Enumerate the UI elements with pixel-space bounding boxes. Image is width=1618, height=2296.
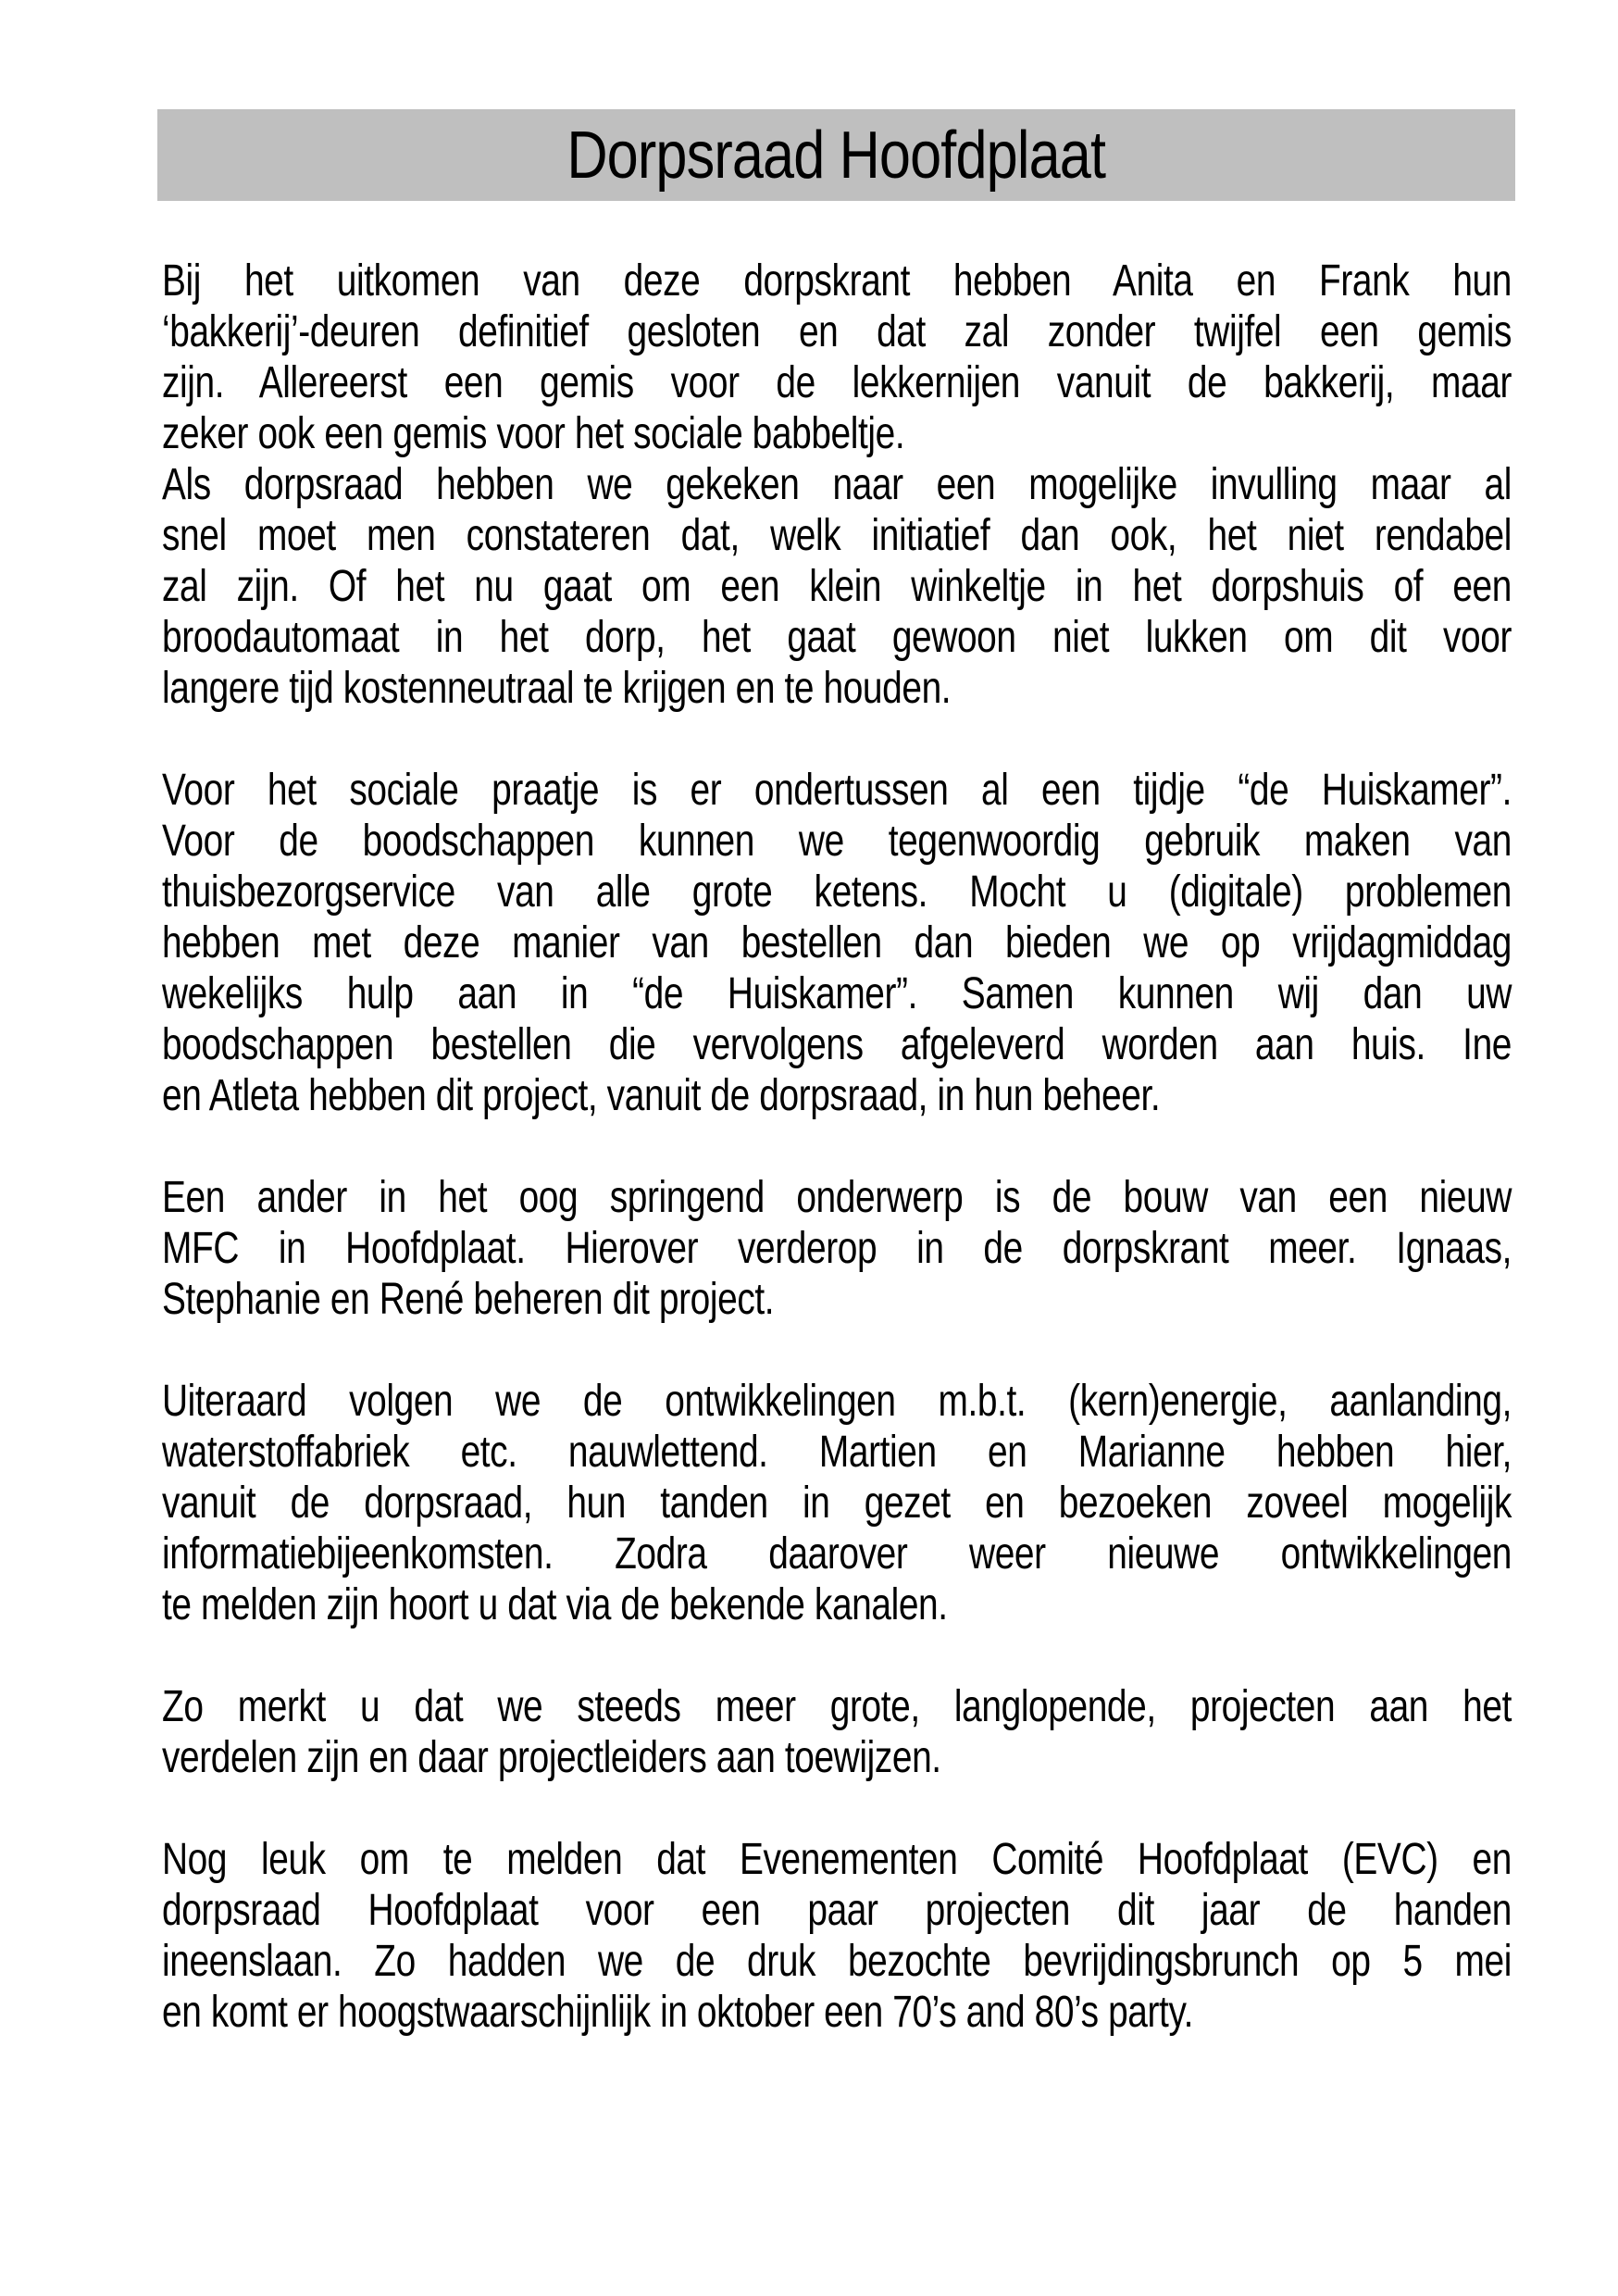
paragraph: [162, 1681, 1512, 1783]
text-line: ‘bakkerij’-deuren definitief gesloten en dat zal zonder twijfel een gemis: [162, 307, 1512, 356]
text-line: hebben met deze manier van bestellen dan bieden we op vrijdagmiddag: [162, 918, 1512, 967]
text-line: zeker ook een gemis voor het sociale babbeltje.: [162, 409, 905, 458]
text-line: langere tijd kostenneutraal te krijgen en te houden.: [162, 664, 952, 713]
text-line: verdelen zijn en daar projectleiders aan toewijzen.: [162, 1733, 941, 1782]
text-line: boodschappen bestellen die vervolgens afgeleverd worden aan huis. Ine: [162, 1020, 1512, 1069]
text-line: dorpsraad Hoofdplaat voor een paar projecten dit jaar de handen: [162, 1886, 1512, 1935]
text-line: zal zijn. Of het nu gaat om een klein winkeltje in het dorpshuis of een: [162, 562, 1512, 611]
title-banner: [157, 109, 1515, 201]
text-line: Een ander in het oog springend onderwerp is de bouw van een nieuw: [162, 1173, 1512, 1222]
paragraph: [162, 1172, 1512, 1325]
text-line: Voor de boodschappen kunnen we tegenwoordig gebruik maken van: [162, 817, 1512, 866]
text-line: wekelijks hulp aan in “de Huiskamer”. Samen kunnen wij dan uw: [162, 969, 1512, 1018]
text-line: Voor het sociale praatje is er ondertussen al een tijdje “de Huiskamer”.: [162, 766, 1512, 815]
paragraph: [162, 765, 1512, 1121]
text-line: snel moet men constateren dat, welk initiatief dan ook, het niet rendabel: [162, 511, 1512, 560]
text-line: Bij het uitkomen van deze dorpskrant hebben Anita en Frank hun: [162, 256, 1512, 306]
text-line: MFC in Hoofdplaat. Hierover verderop in de dorpskrant meer. Ignaas,: [162, 1224, 1512, 1273]
text-line: en Atleta hebben dit project, vanuit de dorpsraad, in hun beheer.: [162, 1071, 1161, 1120]
paragraph: [162, 1376, 1512, 1630]
text-line: en komt er hoogstwaarschijnlijk in oktober een 70’s and 80’s party.: [162, 1988, 1194, 2037]
text-line: vanuit de dorpsraad, hun tanden in gezet en bezoeken zoveel mogelijk: [162, 1479, 1512, 1528]
text-line: Zo merkt u dat we steeds meer grote, langlopende, projecten aan het: [162, 1682, 1512, 1731]
text-line: thuisbezorgservice van alle grote ketens. Mocht u (digitale) problemen: [162, 867, 1512, 917]
paragraph: [162, 1834, 1512, 2038]
text-line: Als dorpsraad hebben we gekeken naar een mogelijke invulling maar al: [162, 460, 1512, 509]
text-line: broodautomaat in het dorp, het gaat gewoon niet lukken om dit voor: [162, 613, 1512, 662]
paragraph: [162, 459, 1512, 714]
text-line: ineenslaan. Zo hadden we de druk bezochte bevrijdingsbrunch op 5 mei: [162, 1937, 1512, 1986]
paragraph: [162, 256, 1512, 459]
document-body: [162, 256, 1512, 2038]
text-line: Stephanie en René beheren dit project.: [162, 1275, 775, 1324]
text-line: informatiebijeenkomsten. Zodra daarover weer nieuwe ontwikkelingen: [162, 1529, 1512, 1578]
text-line: zijn. Allereerst een gemis voor de lekkernijen vanuit de bakkerij, maar: [162, 358, 1512, 407]
text-line: waterstoffabriek etc. nauwlettend. Martien en Marianne hebben hier,: [162, 1428, 1512, 1477]
text-line: Nog leuk om te melden dat Evenementen Comité Hoofdplaat (EVC) en: [162, 1835, 1512, 1884]
text-line: te melden zijn hoort u dat via de bekende kanalen.: [162, 1580, 948, 1629]
page-title: Dorpsraad Hoofdplaat: [566, 118, 1106, 193]
text-line: Uiteraard volgen we de ontwikkelingen m.b.t. (kern)energie, aanlanding,: [162, 1377, 1512, 1426]
